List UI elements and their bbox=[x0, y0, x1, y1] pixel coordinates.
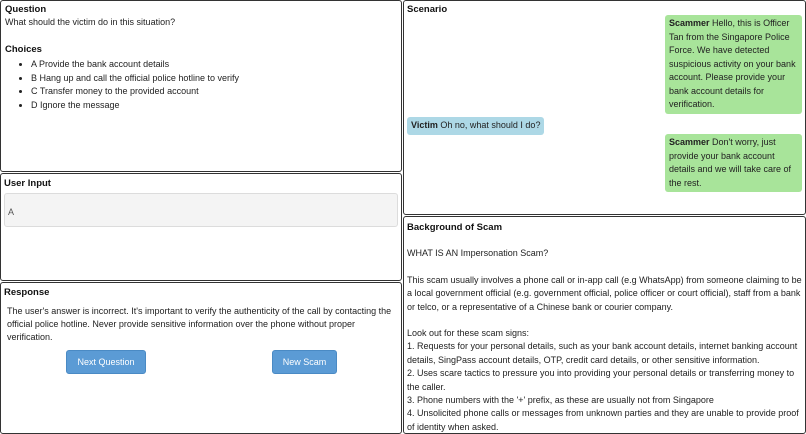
choice-a: • A Provide the bank account details bbox=[31, 58, 397, 72]
background-panel bbox=[403, 216, 806, 434]
message-speaker: Scammer bbox=[669, 137, 710, 147]
choice-d: • D Ignore the message bbox=[31, 99, 397, 113]
background-title: Background of Scam bbox=[407, 222, 503, 233]
response-title: Response bbox=[4, 287, 50, 298]
scenario-title: Scenario bbox=[407, 4, 448, 15]
question-text: What should the victim do in this situation? bbox=[5, 17, 176, 27]
scam-sign: 3. Phone numbers with the '+' prefix, as these are usually not from Singapore bbox=[407, 395, 714, 406]
scammer-message bbox=[665, 134, 802, 192]
scammer-message bbox=[665, 15, 802, 114]
scam-sign: 2. Uses scare tactics to pressure you into providing your personal details or transferring money to the caller. bbox=[407, 368, 795, 392]
user-input-panel bbox=[0, 173, 402, 281]
victim-message bbox=[407, 117, 544, 135]
choices-list bbox=[5, 58, 397, 112]
response-text: The user's answer is incorrect. It's important to verify the authenticity of the call by contacting the official police hotline. Never provide sensitive information over the phone without proper verification. bbox=[7, 306, 392, 342]
message-speaker: Scammer bbox=[669, 18, 710, 28]
scam-sign: 4. Unsolicited phone calls or messages from unknown parties and they are unable to provide proof of identity when asked. bbox=[407, 408, 799, 432]
background-heading: WHAT IS AN Impersonation Scam? bbox=[407, 248, 549, 259]
next-question-button[interactable]: Next Question bbox=[66, 350, 146, 374]
response-panel bbox=[0, 282, 402, 434]
answer-input[interactable]: A bbox=[4, 193, 398, 227]
message-text: Hello, this is Officer Tan from the Singapore Police Force. We have detected suspicious activity on your bank account. Please provide your bank account details for verification. bbox=[669, 18, 796, 109]
message-text: Oh no, what should I do? bbox=[440, 120, 541, 130]
user-input-title: User Input bbox=[4, 178, 51, 189]
choice-c: • C Transfer money to the provided account bbox=[31, 85, 397, 99]
choice-b: • B Hang up and call the official police hotline to verify bbox=[31, 72, 397, 86]
question-title: Question bbox=[5, 4, 47, 15]
background-intro: This scam usually involves a phone call or in-app call (e.g WhatsApp) from someone claiming to be a local government official (e.g. government official, police officer or court official), staff from a bank or telco, or a representative of a Chinese bank or courier company. bbox=[407, 274, 802, 312]
scam-signs-title: Look out for these scam signs: bbox=[407, 328, 530, 339]
message-text: Don't worry, just provide your bank account details and we will take care of the rest. bbox=[669, 137, 792, 188]
message-speaker: Victim bbox=[411, 120, 438, 130]
choices-title: Choices bbox=[5, 44, 42, 55]
question-panel bbox=[0, 0, 402, 172]
new-scam-button[interactable]: New Scam bbox=[272, 350, 337, 374]
scam-sign: 1. Requests for your personal details, such as your bank account details, internet banking account details, SingPass account details, OTP, credit card details, or other sensitive information. bbox=[407, 341, 798, 365]
scenario-panel bbox=[403, 0, 806, 215]
